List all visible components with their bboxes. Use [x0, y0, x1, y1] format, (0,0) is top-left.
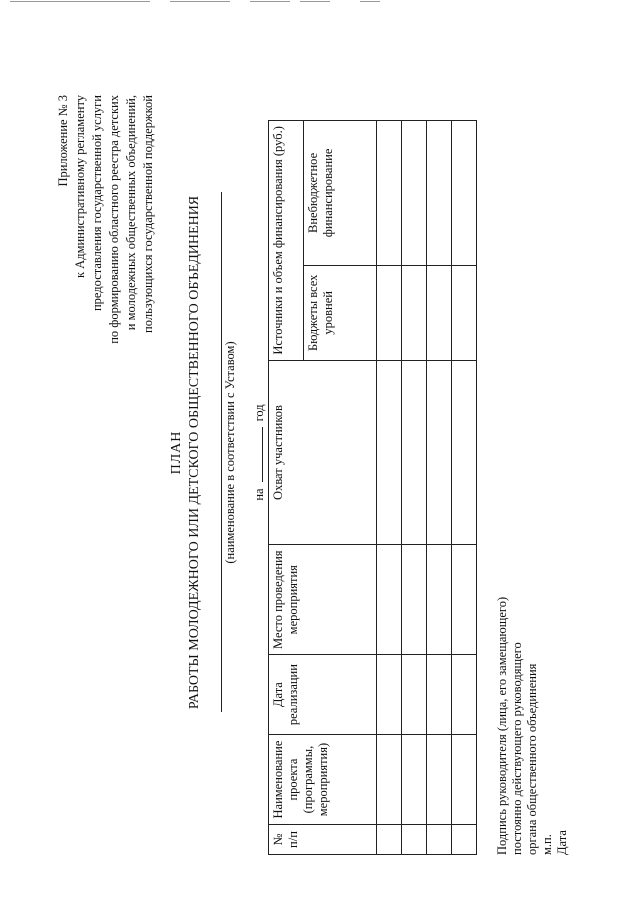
table-cell	[402, 655, 427, 735]
table-cell	[402, 825, 427, 855]
stamp-place-label: м.п.	[540, 834, 554, 855]
table-row	[427, 121, 452, 855]
title-plan: ПЛАН	[169, 430, 184, 475]
table-cell	[402, 545, 427, 655]
table-cell	[402, 121, 427, 266]
year-field	[250, 0, 267, 905]
year-suffix: год	[252, 404, 266, 422]
table-cell	[427, 825, 452, 855]
name-hint: (наименование в соответствии с Уставом)	[223, 341, 237, 564]
table-cell	[452, 545, 477, 655]
appendix-line: по формированию областного реестра детских	[107, 95, 121, 344]
name-field	[221, 0, 238, 905]
appendix-line: пользующихся государственной поддержкой	[141, 95, 155, 333]
signature-block	[495, 597, 570, 855]
table-cell	[452, 265, 477, 360]
table-cell	[402, 735, 427, 825]
appendix-line: и молодежных общественных объединений,	[124, 95, 138, 331]
col-header-budgets: Бюджеты всех уровней	[304, 265, 377, 360]
appendix-line: предоставления государственной услуги	[90, 95, 104, 312]
table-cell	[452, 121, 477, 266]
table-cell	[427, 265, 452, 360]
table-cell	[427, 545, 452, 655]
appendix-block	[55, 95, 157, 565]
col-header-date: Дата реализации	[269, 655, 377, 735]
table-cell	[452, 360, 477, 545]
table-cell	[452, 825, 477, 855]
table-cell	[377, 360, 402, 545]
year-prefix: на	[252, 488, 266, 501]
table-row	[402, 121, 427, 855]
signature-line: органа общественного объединения	[525, 663, 539, 855]
table-row	[377, 121, 402, 855]
table-cell	[452, 735, 477, 825]
appendix-line: Приложение № 3	[56, 95, 70, 187]
title-subject: РАБОТЫ МОЛОДЕЖНОГО ИЛИ ДЕТСКОГО ОБЩЕСТВЕННОГО ОБЪЕДИНЕНИЯ	[187, 195, 202, 710]
col-header-coverage: Охват участников	[269, 360, 377, 545]
table-cell	[377, 545, 402, 655]
appendix-line: к Административному регламенту	[73, 95, 87, 279]
table-cell	[402, 360, 427, 545]
table-row	[452, 121, 477, 855]
signature-line: постоянно действующего руководящего	[510, 642, 524, 855]
col-header-name: Наименование проекта (программы, мероприятия)	[269, 735, 377, 825]
document-title	[168, 0, 204, 905]
table-cell	[377, 121, 402, 266]
table-cell	[427, 360, 452, 545]
name-blank-line	[221, 193, 222, 713]
table-cell	[377, 735, 402, 825]
col-header-funding: Источники и объем финансирования (руб.)	[269, 121, 304, 361]
plan-table	[268, 120, 477, 855]
col-header-extra: Внебюджетное финансирование	[304, 121, 377, 266]
table-cell	[377, 825, 402, 855]
table-cell	[377, 655, 402, 735]
table-cell	[452, 655, 477, 735]
table-cell	[427, 735, 452, 825]
date-label: Дата	[555, 830, 569, 855]
table-cell	[427, 121, 452, 266]
col-header-place: Место проведения мероприятия	[269, 545, 377, 655]
table-cell	[402, 265, 427, 360]
col-header-num: № п/п	[269, 825, 377, 855]
table-cell	[377, 265, 402, 360]
signature-line: Подпись руководителя (лица, его замещающего)	[495, 596, 509, 855]
table-cell	[427, 655, 452, 735]
year-blank-line	[250, 427, 263, 482]
